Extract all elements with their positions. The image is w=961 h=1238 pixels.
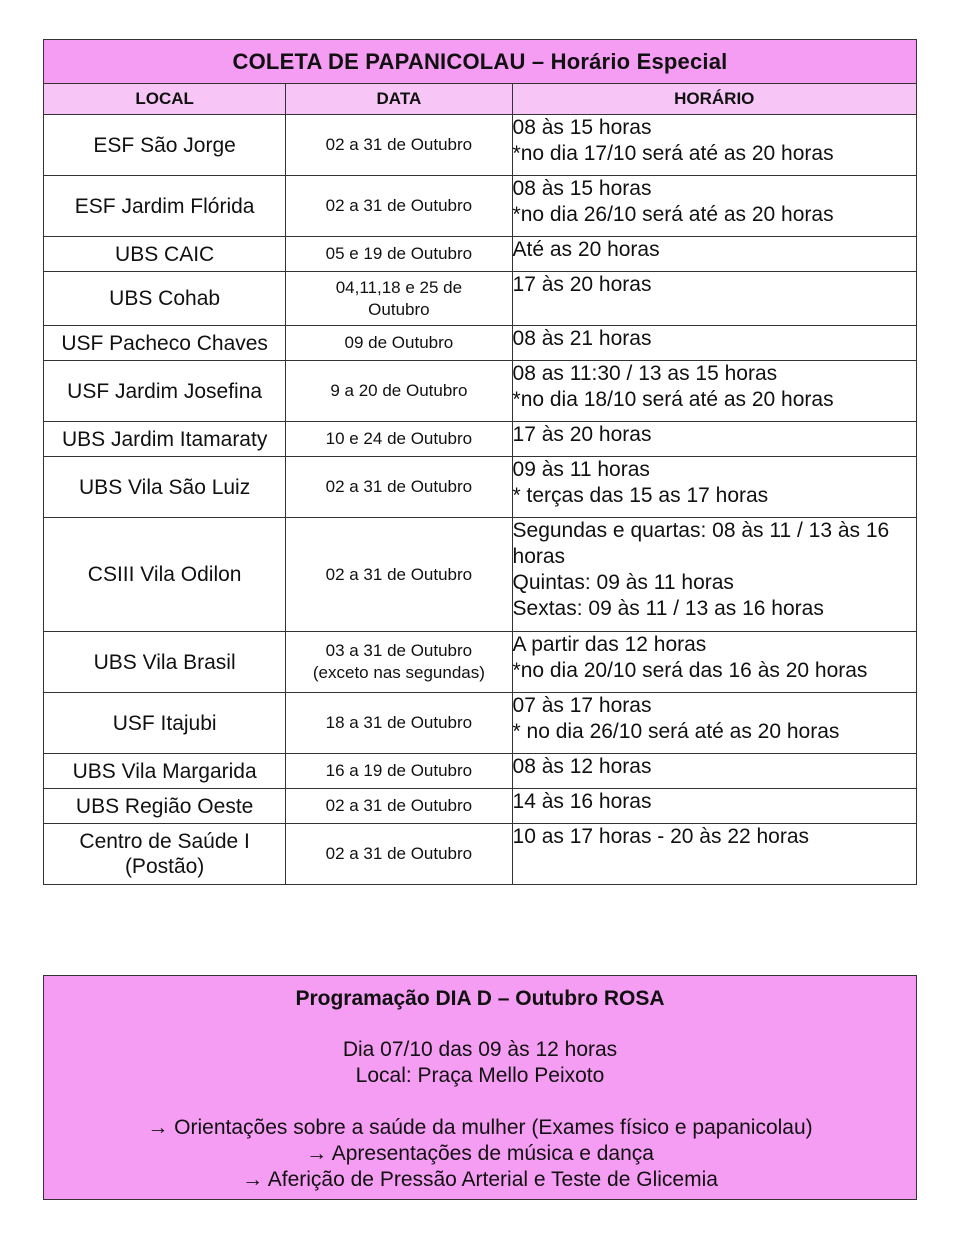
cell-local-line: UBS Vila Margarida <box>72 759 257 783</box>
dia-d-title: Programação DIA D – Outubro ROSA <box>295 987 665 1010</box>
cell-horario-line: 08 as 11:30 / 13 as 15 horas <box>512 362 778 385</box>
cell-data-line: 02 a 31 de Outubro <box>325 477 473 496</box>
cell-horario-line: 09 às 11 horas <box>512 458 650 481</box>
table-row <box>44 518 917 632</box>
cell-horario <box>512 115 916 176</box>
cell-local <box>44 176 286 237</box>
cell-horario-line: 08 às 12 horas <box>512 755 652 778</box>
dia-d-activity-item: → Orientações sobre a saúde da mulher (Exames físico e papanicolau) <box>147 1116 813 1139</box>
cell-data <box>286 272 512 326</box>
cell-local-line: Centro de Saúde I <box>79 830 250 853</box>
cell-data-line: 05 e 19 de Outubro <box>325 244 473 263</box>
table-row <box>44 824 917 885</box>
table-row <box>44 422 917 457</box>
table-row <box>44 237 917 272</box>
cell-horario <box>512 361 916 422</box>
cell-horario <box>512 632 916 693</box>
cell-horario-line: A partir das 12 horas <box>512 633 707 656</box>
cell-horario-line: *no dia 18/10 será até as 20 horas <box>512 388 834 411</box>
cell-local-line: UBS Vila Brasil <box>93 650 236 674</box>
cell-horario <box>512 824 916 885</box>
cell-horario-line: 08 às 15 horas <box>512 177 652 200</box>
cell-horario-line: 17 às 20 horas <box>512 273 652 296</box>
cell-data-line: Outubro <box>368 299 430 319</box>
cell-horario-line: *no dia 17/10 será até as 20 horas <box>512 142 834 165</box>
cell-horario <box>512 789 916 824</box>
cell-data-line: 02 a 31 de Outubro <box>325 796 473 815</box>
cell-horario-line: 17 às 20 horas <box>512 423 652 446</box>
cell-data-line: (exceto nas segundas) <box>312 663 485 682</box>
cell-data-line: 9 a 20 de Outubro <box>330 381 468 400</box>
cell-local <box>44 693 286 754</box>
cell-local <box>44 326 286 361</box>
cell-horario-line: Quintas: 09 às 11 horas <box>512 571 734 594</box>
table-row <box>44 693 917 754</box>
table-row <box>44 272 917 326</box>
cell-horario-line: 07 às 17 horas <box>512 694 652 717</box>
dia-d-activity-item: → Apresentações de música e dança <box>306 1142 654 1165</box>
cell-local <box>44 237 286 272</box>
cell-horario-line: 08 às 15 horas <box>512 116 652 139</box>
table-row <box>44 754 917 789</box>
column-header-data: DATA <box>286 84 512 115</box>
cell-local <box>44 518 286 632</box>
cell-horario <box>512 754 916 789</box>
dia-d-activity-item: → Aferição de Pressão Arterial e Teste de Glicemia <box>242 1168 718 1191</box>
cell-data <box>286 457 512 518</box>
table-header-row <box>44 84 917 115</box>
cell-horario-line: 08 às 21 horas <box>512 327 652 350</box>
papanicolau-schedule-table <box>43 39 917 885</box>
cell-local-line: CSIII Vila Odilon <box>87 563 242 586</box>
cell-horario <box>512 176 916 237</box>
cell-local-line: UBS CAIC <box>115 242 215 266</box>
cell-data <box>286 789 512 824</box>
column-header-local: LOCAL <box>44 84 286 115</box>
cell-horario-line: * terças das 15 as 17 horas <box>512 484 769 507</box>
table-row <box>44 176 917 237</box>
cell-data <box>286 824 512 885</box>
cell-horario <box>512 272 916 326</box>
cell-local-line: (Postão) <box>124 855 205 878</box>
table-row <box>44 632 917 693</box>
cell-data-line: 09 de Outubro <box>344 333 454 352</box>
cell-data-line: 03 a 31 de Outubro <box>325 641 473 660</box>
cell-local <box>44 115 286 176</box>
cell-horario <box>512 422 916 457</box>
cell-horario-line: *no dia 26/10 será até as 20 horas <box>512 203 834 226</box>
cell-data-line: 02 a 31 de Outubro <box>325 844 473 863</box>
dia-d-program-box <box>43 975 917 1200</box>
cell-local-line: USF Itajubi <box>112 711 217 735</box>
cell-local-line: UBS Jardim Itamaraty <box>61 427 268 451</box>
cell-data-line: 16 a 19 de Outubro <box>325 761 473 780</box>
cell-local-line: UBS Cohab <box>109 287 221 310</box>
cell-data <box>286 632 512 693</box>
cell-data <box>286 237 512 272</box>
cell-data-line: 04,11,18 e 25 de <box>335 277 463 297</box>
cell-data <box>286 361 512 422</box>
cell-local-line: ESF Jardim Flórida <box>74 194 255 218</box>
cell-data <box>286 422 512 457</box>
cell-horario-line: 10 as 17 horas - 20 às 22 horas <box>512 825 810 848</box>
cell-horario-line: Até as 20 horas <box>512 238 660 261</box>
cell-local-line: UBS Vila São Luiz <box>79 475 251 499</box>
table-row <box>44 789 917 824</box>
table-title: COLETA DE PAPANICOLAU – Horário Especial <box>44 40 917 84</box>
cell-data-line: 18 a 31 de Outubro <box>325 713 473 732</box>
cell-data <box>286 754 512 789</box>
cell-local <box>44 789 286 824</box>
cell-data <box>286 693 512 754</box>
cell-data <box>286 176 512 237</box>
cell-data-line: 10 e 24 de Outubro <box>325 429 473 448</box>
cell-horario-line: * no dia 26/10 será até as 20 horas <box>512 720 840 743</box>
dia-d-date-line: Dia 07/10 das 09 às 12 horas <box>342 1038 618 1061</box>
cell-local <box>44 272 286 326</box>
cell-local <box>44 754 286 789</box>
cell-local <box>44 361 286 422</box>
cell-horario-line: Sextas: 09 às 11 / 13 as 16 horas <box>512 597 824 620</box>
cell-horario <box>512 237 916 272</box>
table-row <box>44 457 917 518</box>
column-header-horario: HORÁRIO <box>512 84 916 115</box>
cell-horario <box>512 457 916 518</box>
table-row <box>44 361 917 422</box>
cell-data <box>286 115 512 176</box>
cell-horario <box>512 693 916 754</box>
cell-horario-line: 14 às 16 horas <box>512 790 652 813</box>
dia-d-place-line: Local: Praça Mello Peixoto <box>355 1064 605 1087</box>
cell-data <box>286 518 512 632</box>
dia-d-activities-list <box>44 1115 916 1193</box>
cell-local-line: USF Pacheco Chaves <box>61 331 268 355</box>
cell-local <box>44 422 286 457</box>
cell-local <box>44 457 286 518</box>
cell-data-line: 02 a 31 de Outubro <box>325 135 473 154</box>
cell-local <box>44 632 286 693</box>
cell-local <box>44 824 286 885</box>
cell-local-line: ESF São Jorge <box>93 133 236 157</box>
cell-horario <box>512 326 916 361</box>
cell-local-line: UBS Região Oeste <box>75 794 254 818</box>
cell-local-line: USF Jardim Josefina <box>67 379 263 403</box>
cell-horario-line: *no dia 20/10 será das 16 às 20 horas <box>512 659 868 682</box>
table-row <box>44 326 917 361</box>
cell-data-line: 02 a 31 de Outubro <box>325 196 473 215</box>
cell-data-line: 02 a 31 de Outubro <box>325 564 473 584</box>
cell-data <box>286 326 512 361</box>
cell-horario <box>512 518 916 632</box>
cell-horario-line: Segundas e quartas: 08 às 11 / 13 às 16 horas <box>512 519 890 568</box>
table-title-row <box>44 40 917 84</box>
table-row <box>44 115 917 176</box>
